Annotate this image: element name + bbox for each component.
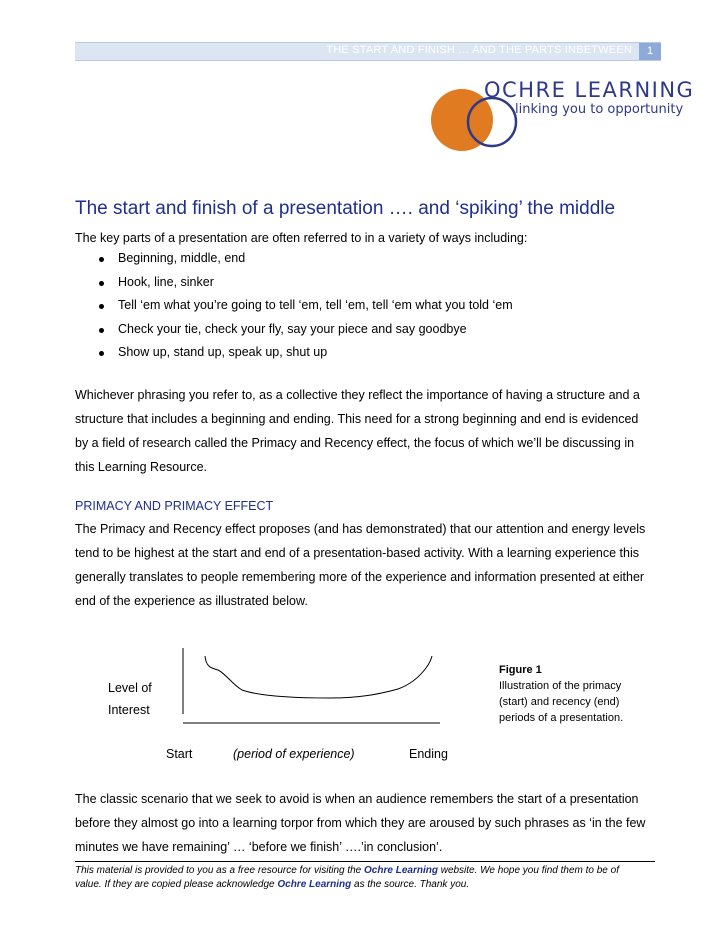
footer-brand: Ochre Learning (277, 879, 352, 890)
list-item: Show up, stand up, speak up, shut up (75, 341, 513, 365)
text-line: generally translates to people remembering more of the experience and information presented at either (75, 570, 645, 584)
x-axis-end-label: Ending (409, 747, 448, 761)
footer-text: as the source. Thank you. (351, 879, 470, 890)
logo-wordmark: OCHRE LEARNING (484, 78, 695, 102)
x-axis-middle-label: (period of experience) (233, 747, 355, 761)
figure-caption-title: Figure 1 (499, 664, 542, 676)
paragraph-scenario (75, 787, 675, 859)
text-line: before they almost go into a learning torpor from which they are aroused by such phrases as ‘in the few (75, 816, 646, 830)
footer-text: This material is provided to you as a free resource for visiting the (75, 865, 365, 876)
footer-text: value. If they are copied please acknowledge (75, 879, 278, 890)
figure-caption-line: Illustration of the primacy (499, 680, 622, 692)
list-item: Check your tie, check your fly, say your piece and say goodbye (75, 318, 513, 342)
text-line: minutes we have remaining’ … ‘before we finish’ ….’in conclusion’. (75, 840, 443, 854)
y-axis-label-line2: Interest (108, 703, 150, 717)
text-line: by a field of research called the Primacy and Recency effect, the focus of which we’ll be discussing in (75, 436, 635, 450)
paragraph-primacy (75, 517, 675, 613)
section-heading: PRIMACY AND PRIMACY EFFECT (75, 499, 274, 513)
page-number: 1 (639, 43, 661, 60)
intro-text: The key parts of a presentation are often referred to in a variety of ways including: (75, 231, 528, 245)
logo-tagline: linking you to opportunity (515, 102, 684, 117)
paragraph-structure (75, 383, 675, 479)
running-header-title: THE START AND FINISH … AND THE PARTS INBETWEEN (326, 44, 632, 56)
text-line: tend to be highest at the start and end of a presentation-based activity. With a learning experience this (75, 546, 640, 560)
page-title: The start and finish of a presentation …. and ‘spiking’ the middle (75, 198, 616, 219)
text-line: The classic scenario that we seek to avoid is when an audience remembers the start of a presentation (75, 792, 639, 806)
text-line: end of the experience as illustrated below. (75, 594, 308, 608)
footer-divider (75, 861, 655, 862)
y-axis-label-line1: Level of (108, 681, 152, 695)
text-line: Whichever phrasing you refer to, as a collective they reflect the importance of having a structure and a (75, 388, 640, 402)
text-line: this Learning Resource. (75, 460, 208, 474)
running-header (75, 42, 661, 61)
figure-caption-line: periods of a presentation. (499, 712, 624, 724)
footer-note (75, 864, 665, 892)
x-axis-start-label: Start (166, 747, 193, 761)
text-line: The Primacy and Recency effect proposes (and has demonstrated) that our attention and energy levels (75, 522, 646, 536)
figure-caption (499, 662, 623, 726)
list-item: Beginning, middle, end (75, 247, 513, 271)
list-item: Hook, line, sinker (75, 271, 513, 295)
bullet-list (75, 247, 513, 365)
footer-brand: Ochre Learning (364, 865, 438, 876)
footer-text: website. We hope you find them to be of (437, 865, 619, 876)
list-item: Tell ‘em what you’re going to tell ‘em, tell ‘em, tell ‘em what you told ‘em (75, 294, 513, 318)
text-line: structure that includes a beginning and ending. This need for a strong beginning and end is evidenced (75, 412, 639, 426)
figure-caption-line: (start) and recency (end) (499, 696, 620, 708)
interest-curve (205, 656, 432, 698)
